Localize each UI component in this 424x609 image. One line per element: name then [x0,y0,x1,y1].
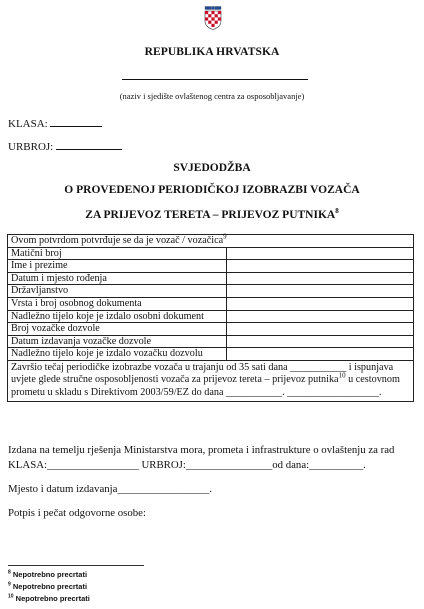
footnote-divider [8,565,144,566]
footnote-10: $^{10}$ Nepotrebno precrtati [8,593,90,603]
footnote-ref-9: 9 [223,232,227,241]
footnote-ref-8: 8 [335,207,339,216]
signature-line: Potpis i pečat odgovorne osobe: [8,507,146,519]
country-heading: REPUBLIKA HRVATSKA [144,46,280,58]
row-label: Nadležno tijelo koje je izdalo osobni dokument [8,310,227,323]
issuance-basis [8,443,413,473]
completion-statement: Završio tečaj periodičke izobrazbe vozača u trajanju od 35 sati dana ___________ i ispunjava uvjete glede stručne osposobljenosti vozača za prijevoz tereta – prijevoz putnika$^{10}$ u cestovnom prometu u skladu s Direktivom 2003/59/EZ do dana ___________. __________________. [8,360,414,401]
row-label: Datum i mjesto rođenja [8,272,227,285]
footnote-ref-10: 10 [338,371,346,380]
row-value-field[interactable] [227,260,414,273]
row-label: Ime i prezime [8,260,227,273]
row-label: Matični broj [8,247,227,260]
table-row [8,360,414,401]
klasa-blank [50,117,102,127]
driver-data-table [7,234,414,402]
row-label: Nadležno tijelo koje je izdalo vozačku dozvolu [8,348,227,361]
urbroj-field [8,140,122,153]
row-label: Datum izdavanja vozačke dozvole [8,335,227,348]
table-row [8,247,414,260]
urbroj-label: URBROJ: [8,141,54,153]
document-title: SVJEDODŽBA [173,162,251,174]
table-row [8,348,414,361]
urbroj-blank [56,140,122,150]
document-subtitle: O PROVEDENOJ PERIODIČKOJ IZOBRAZBI VOZAČA [64,184,360,196]
klasa-field [8,117,102,130]
footnote-8: $^8$ Nepotrebno precrtati [8,569,88,579]
row-value-field[interactable] [227,348,414,361]
table-row [8,323,414,336]
table-intro: Ovom potvrdom potvrđuje se da je vozač / vozačica$^9$ [8,235,414,248]
issuance-line-1: Izdana na temelju rješenja Ministarstva mora, prometa i infrastrukture o ovlaštenju za rad [8,444,395,456]
place-date-line: Mjesto i datum izdavanja_________________. [8,483,212,495]
row-label: Državljanstvo [8,285,227,298]
table-row [8,297,414,310]
document-subtitle-2: ZA PRIJEVOZ TERETA – PRIJEVOZ PUTNIKA$^8$ [85,207,339,221]
table-row [8,310,414,323]
row-value-field[interactable] [227,247,414,260]
row-label: Vrsta i broj osobnog dokumenta [8,297,227,310]
klasa-label: KLASA: [8,118,48,130]
centre-caption: (naziv i sjedište ovlaštenog centra za osposobljavanje) [119,91,305,101]
row-value-field[interactable] [227,285,414,298]
row-label: Broj vozačke dozvole [8,323,227,336]
croatian-coat-of-arms-icon [203,6,223,30]
footnote-9: $^9$ Nepotrebno precrtati [8,581,88,591]
row-value-field[interactable] [227,272,414,285]
issuance-line-2: KLASA:_________________ URBROJ:________________od dana:__________. [8,459,366,471]
table-row [8,285,414,298]
row-value-field[interactable] [227,335,414,348]
row-value-field[interactable] [227,297,414,310]
table-row [8,260,414,273]
row-value-field[interactable] [227,323,414,336]
table-row [8,272,414,285]
table-row [8,235,414,248]
table-row [8,335,414,348]
centre-name-line [122,79,308,80]
row-value-field[interactable] [227,310,414,323]
